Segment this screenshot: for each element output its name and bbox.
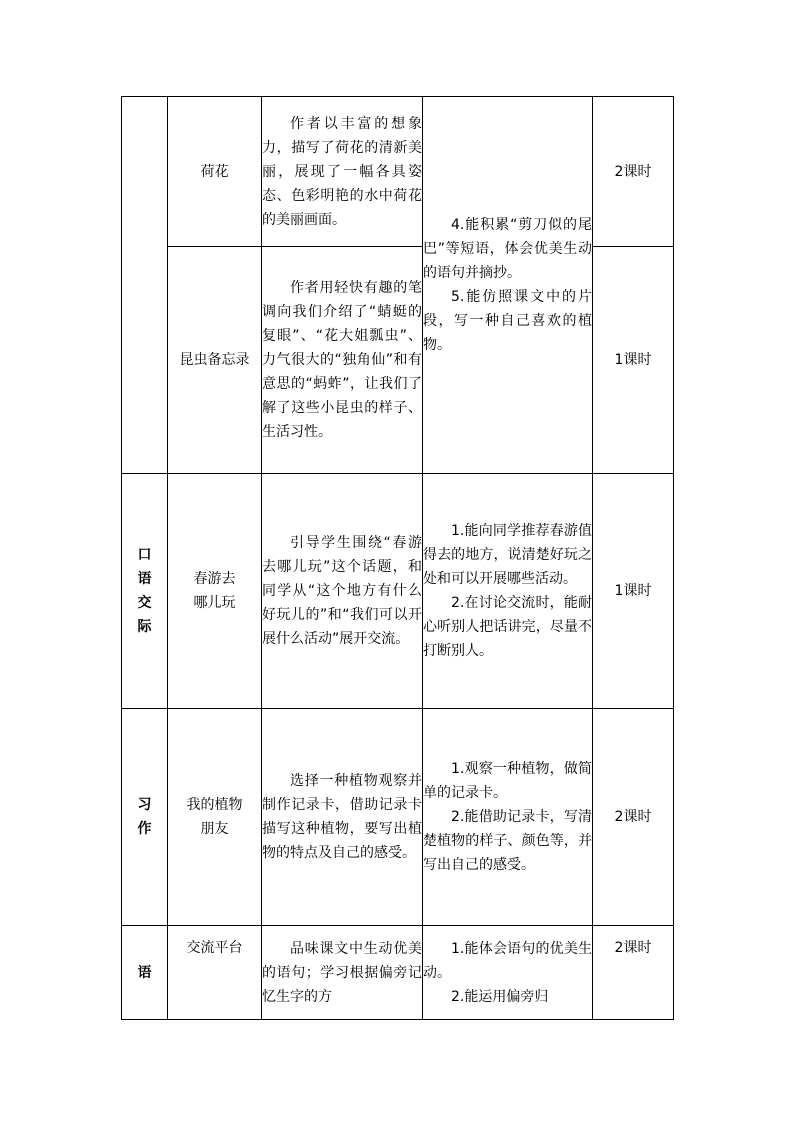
lesson-content-writing xyxy=(262,709,423,926)
goal-item: 2.在讨论交流时，能耐心听别人把话讲完，尽量不打断别人。 xyxy=(423,595,592,659)
lesson-title-oral xyxy=(168,474,262,709)
lesson-plan-table xyxy=(121,96,674,1020)
unit-char: 习 xyxy=(137,797,152,813)
goal-item: 2.能运用偏旁归 xyxy=(451,988,549,1005)
lesson-title-insects: 昆虫备忘录 xyxy=(168,247,262,474)
lesson-content-oral xyxy=(262,474,423,709)
goal-item: 2.能借助记录卡，写清楚植物的样子、颜色等，并写出自己的感受。 xyxy=(423,809,592,873)
lesson-goals-oral xyxy=(423,474,593,709)
unit-cell-continued xyxy=(122,97,168,474)
unit-char: 语 xyxy=(137,571,152,587)
goal-item: 5.能仿照课文中的片段，写一种自己喜欢的植物。 xyxy=(423,289,592,353)
lesson-hours-writing: 2课时 xyxy=(593,709,674,926)
goal-item: 1.能体会语句的优美生动。 xyxy=(423,940,592,981)
lesson-content-lotus xyxy=(262,97,423,247)
unit-label-writing xyxy=(122,709,168,926)
lesson-title-line: 哪儿玩 xyxy=(193,595,236,611)
unit-char: 作 xyxy=(137,821,152,837)
content-text: 作者用轻快有趣的笔调向我们介绍了“蜻蜓的复眼”、“花大姐瓢虫”、力气很大的“独角仙”和有意思的“蚂蚱”，让我们了解了这些小昆虫的样子、生活习性。 xyxy=(262,280,422,440)
goal-item: 4.能积累“剪刀似的尾巴”等短语，体会优美生动的语句并摘抄。 xyxy=(423,217,592,281)
table-row-writing xyxy=(122,709,674,926)
lesson-title-line: 朋友 xyxy=(200,821,229,837)
table-row-oral xyxy=(122,474,674,709)
lesson-goals-shared xyxy=(423,97,593,474)
lesson-title-garden: 交流平台 xyxy=(168,926,262,1020)
lesson-title-line: 春游去 xyxy=(193,571,236,587)
unit-label-oral xyxy=(122,474,168,709)
unit-char: 际 xyxy=(137,619,152,635)
lesson-title-writing xyxy=(168,709,262,926)
lesson-title-lotus: 荷花 xyxy=(168,97,262,247)
table-row-garden xyxy=(122,926,674,1020)
unit-char: 口 xyxy=(137,547,152,563)
lesson-hours-garden: 2课时 xyxy=(593,926,674,1020)
lesson-hours-oral: 1课时 xyxy=(593,474,674,709)
unit-char: 交 xyxy=(137,595,152,611)
lesson-content-insects xyxy=(262,247,423,474)
unit-label-garden: 语 xyxy=(122,926,168,1020)
table-row-lotus xyxy=(122,97,674,247)
content-text: 品味课文中生动优美的语句；学习根据偏旁记忆生字的方 xyxy=(262,940,422,1005)
lesson-goals-writing xyxy=(423,709,593,926)
content-text: 作者以丰富的想象力，描写了荷花的清新美丽，展现了一幅各具姿态、色彩明艳的水中荷花的美丽画面。 xyxy=(262,115,422,228)
lesson-content-garden xyxy=(262,926,423,1020)
lesson-title-line: 我的植物 xyxy=(186,797,243,813)
goal-item: 1.观察一种植物，做简单的记录卡。 xyxy=(423,761,592,801)
content-text: 选择一种植物观察并制作记录卡，借助记录卡描写这种植物，要写出植物的特点及自己的感受。 xyxy=(262,773,422,861)
lesson-hours-lotus: 2课时 xyxy=(593,97,674,247)
lesson-goals-garden xyxy=(423,926,593,1020)
lesson-hours-insects: 1课时 xyxy=(593,247,674,474)
content-text: 引导学生围绕“春游去哪儿玩”这个话题，和同学从“这个地方有什么好玩儿的”和“我们可以开展什么活动”展开交流。 xyxy=(262,535,422,647)
goal-item: 1.能向同学推荐春游值得去的地方，说清楚好玩之处和可以开展哪些活动。 xyxy=(423,523,592,587)
